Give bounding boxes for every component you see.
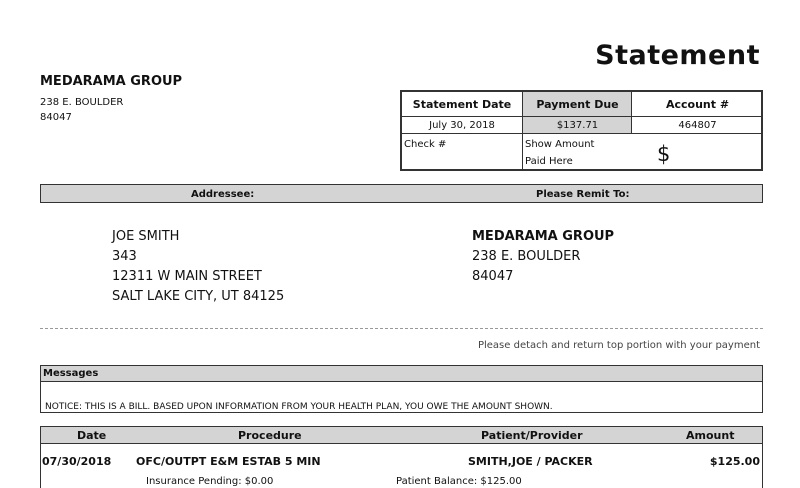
payment-due-value: $137.71 (556, 120, 599, 131)
statement-date-label: Statement Date (412, 98, 512, 111)
remit-to-name: MEDARAMA GROUP (472, 229, 615, 244)
addressee-street: 12311 W MAIN STREET (112, 269, 262, 284)
sender-name: MEDARAMA GROUP (40, 74, 183, 89)
account-number-label: Account # (665, 98, 730, 111)
messages-label: Messages (43, 368, 99, 379)
table-border-right (762, 444, 763, 488)
charges-table-header (40, 426, 763, 444)
addressee-name: JOE SMITH (112, 229, 180, 244)
remit-to-street: 238 E. BOULDER (472, 249, 581, 264)
detach-line (40, 328, 763, 329)
row-insurance-pending: Insurance Pending: $0.00 (146, 476, 274, 487)
col-date: Date (77, 429, 107, 442)
sender-address-line1: 238 E. BOULDER (40, 97, 124, 108)
show-amount-label: Show Amount (525, 139, 595, 150)
addressee-line2: 343 (112, 249, 137, 264)
remit-to-label: Please Remit To: (536, 189, 630, 200)
sender-address-line2: 84047 (40, 112, 72, 123)
amount-paid-field[interactable]: $ (657, 142, 671, 166)
remit-to-zip: 84047 (472, 269, 514, 284)
messages-bar (40, 365, 763, 382)
addressee-block (112, 227, 284, 307)
notice-text: NOTICE: THIS IS A BILL. BASED UPON INFORMATION FROM YOUR HEALTH PLAN, YOU OWE THE AMOUNT SHOWN. (45, 402, 553, 412)
addressee-city: SALT LAKE CITY, UT 84125 (112, 289, 285, 304)
row-procedure: OFC/OUTPT E&M ESTAB 5 MIN (136, 455, 321, 468)
row-patient-provider: SMITH,JOE / PACKER (468, 455, 593, 468)
row-patient-balance: Patient Balance: $125.00 (396, 476, 522, 487)
address-header-bar (40, 184, 763, 203)
col-procedure: Procedure (238, 429, 302, 442)
check-number-field[interactable]: Check # (404, 139, 447, 150)
col-amount: Amount (686, 429, 735, 442)
page-title: Statement (595, 40, 760, 71)
addressee-label: Addressee: (191, 189, 255, 200)
row-date: 07/30/2018 (42, 455, 112, 468)
statement-summary-box (400, 90, 763, 171)
payment-due-label: Payment Due (536, 98, 619, 111)
row-amount: $125.00 (709, 455, 760, 468)
detach-note: Please detach and return top portion with your payment (477, 340, 760, 351)
paid-here-label: Paid Here (525, 156, 573, 167)
remit-to-block (472, 227, 614, 287)
col-patient-provider: Patient/Provider (481, 429, 583, 442)
statement-date-value: July 30, 2018 (429, 120, 495, 131)
account-number-value: 464807 (678, 120, 717, 131)
table-border-left (40, 444, 41, 488)
